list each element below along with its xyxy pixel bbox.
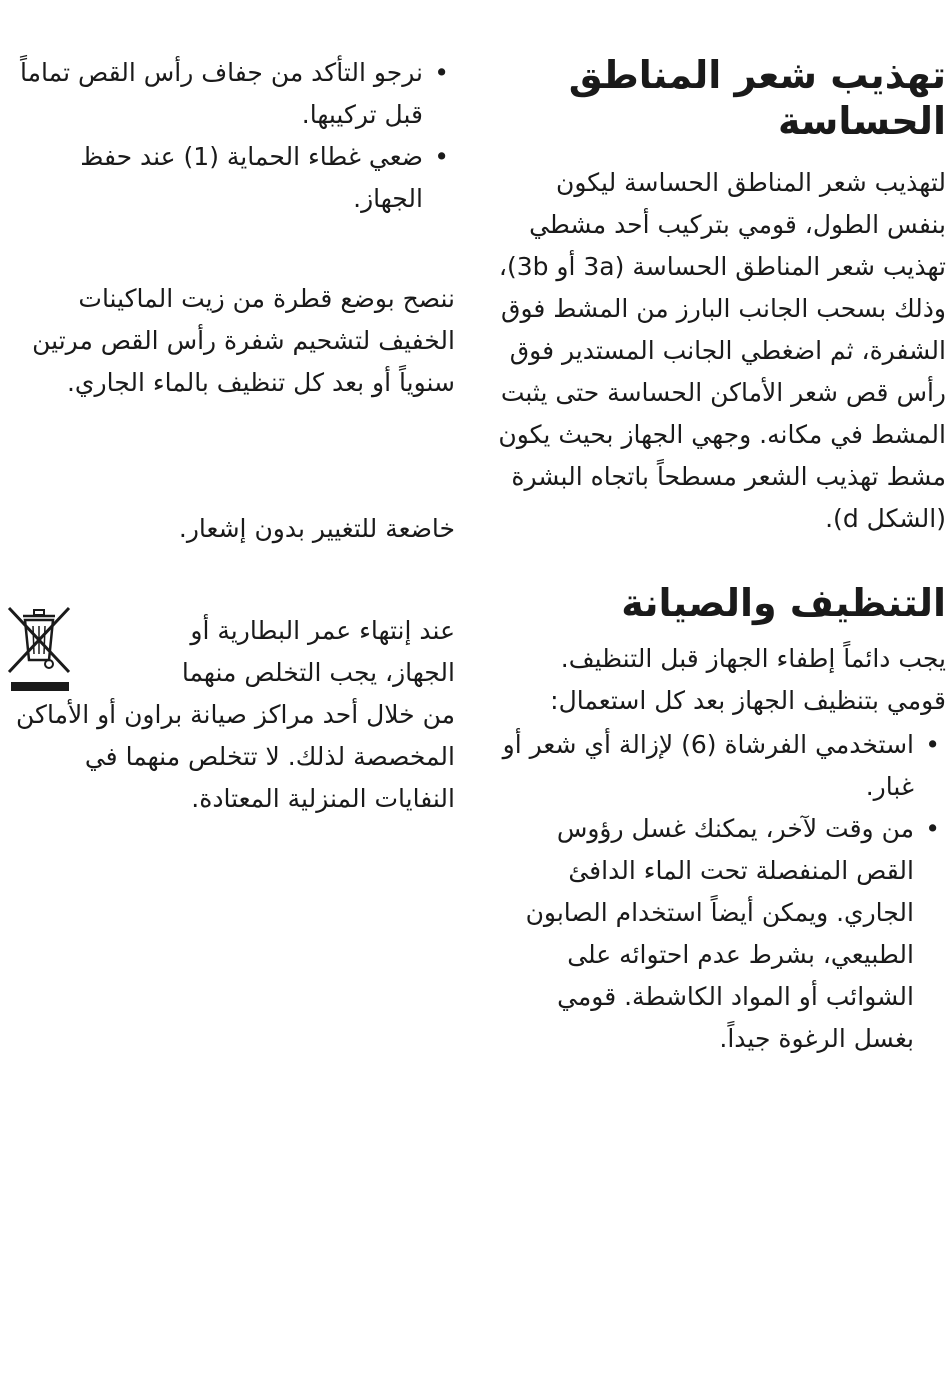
- cleaning-heading: التنظيف والصيانة: [621, 581, 946, 625]
- trim-instructions: لتهذيب شعر المناطق الحساسة ليكون بنفس الطول، قومي بتركيب أحد مشطي تهذيب شعر المناطق الحساسة (3a أو 3b)، وذلك بسحب الجانب البارز من المشط فوق الشفرة، ثم اضغطي الجانب المستدير فوق رأس قص شعر الأماكن الحساسة حتى يثبت المشط في مكانه. وجهي الجهاز بحيث يكون مشط تهذيب الشعر مسطحاً باتجاه البشرة (الشكل d).: [498, 168, 946, 533]
- trim-heading: تهذيب شعر المناطق الحساسة: [568, 53, 946, 143]
- change-notice: خاضعة للتغيير بدون إشعار.: [178, 514, 455, 543]
- disposal-section: [7, 610, 455, 840]
- disposal-text: من خلال أحد مراكز صيانة براون أو الأماكن المخصصة لذلك. لا تتخلص منهما في النفايات المنزلية المعتادة.: [16, 700, 455, 813]
- right-column: [496, 52, 946, 1060]
- crossed-out-wheelie-bin-icon: [3, 602, 75, 698]
- list-item: • استخدمي الفرشاة (6) لإزالة أي شعر أو غبار.: [496, 724, 946, 808]
- cleaning-intro: يجب دائماً إطفاء الجهاز قبل التنظيف. قومي بتنظيف الجهاز بعد كل استعمال:: [550, 644, 946, 715]
- disposal-line-2: الجهاز، يجب التخلص منهما: [181, 658, 455, 687]
- left-column: [7, 52, 455, 840]
- list-item: • من وقت لآخر، يمكنك غسل رؤوس القص المنفصلة تحت الماء الدافئ الجاري. ويمكن أيضاً استخدام الصابون الطبيعي، بشرط عدم احتوائه على الشوائب أو المواد الكاشطة. قومي بغسل الرغوة جيداً.: [496, 808, 946, 1060]
- list-item: • نرجو التأكد من جفاف رأس القص تماماً قبل تركيبها.: [7, 52, 455, 136]
- list-item: • ضعي غطاء الحماية (1) عند حفظ الجهاز.: [7, 136, 455, 220]
- cleaning-list: [496, 724, 946, 1060]
- care-list: [7, 52, 455, 220]
- oil-advice: ننصح بوضع قطرة من زيت الماكينات الخفيف لتشحيم شفرة رأس القص مرتين سنوياً أو بعد كل تنظيف بالماء الجاري.: [32, 284, 455, 397]
- disposal-line-1: عند إنتهاء عمر البطارية أو: [190, 616, 455, 645]
